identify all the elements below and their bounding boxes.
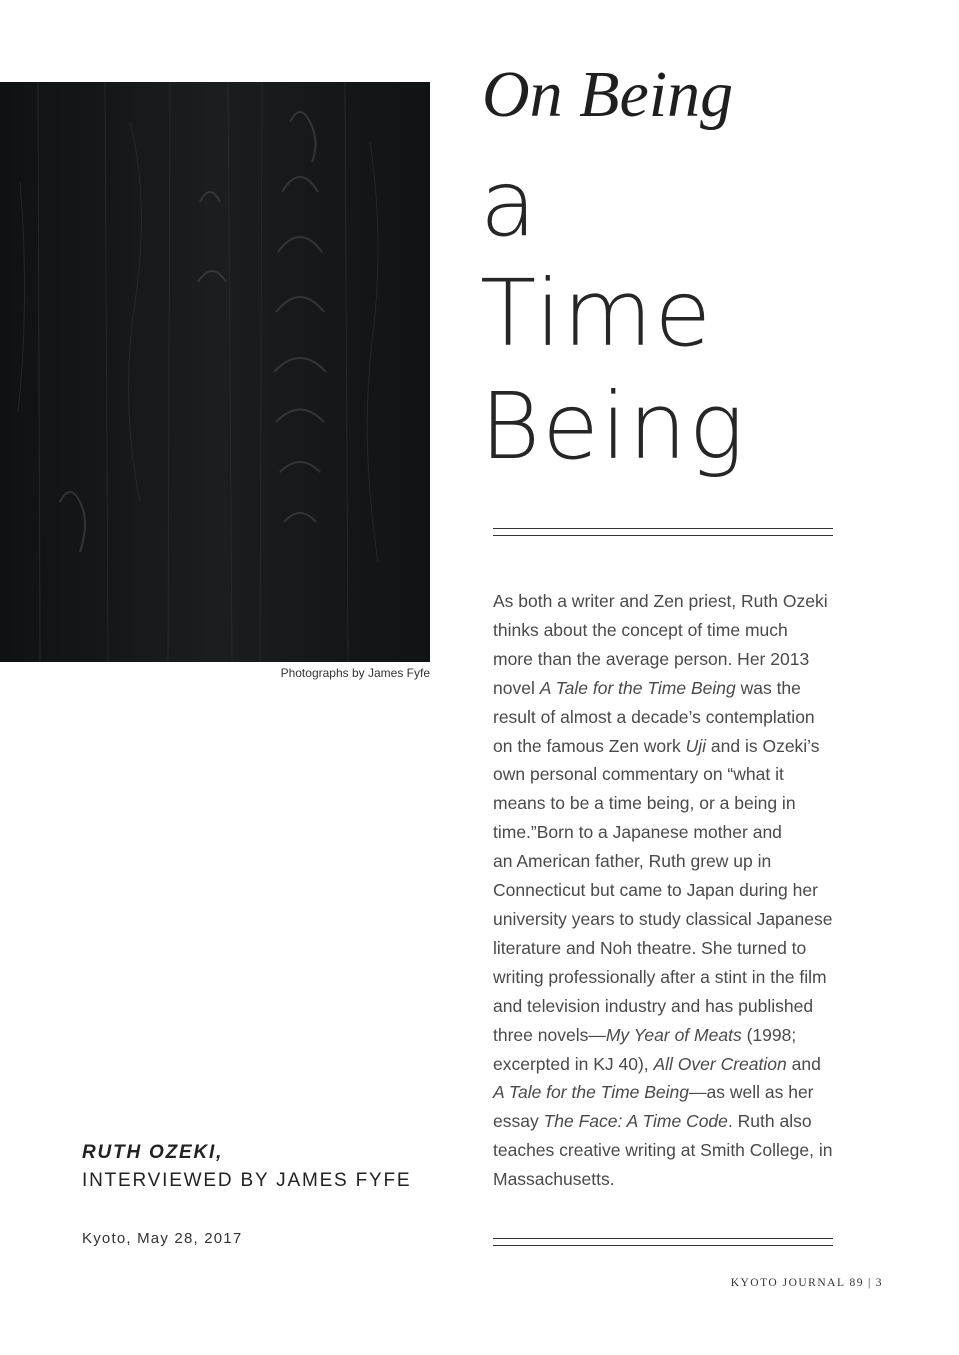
wood-photo [0, 82, 430, 662]
wood-grain-image [0, 82, 430, 662]
intro-text: teaches creative writing at Smith College, in [493, 1140, 833, 1161]
page-number: 3 [875, 1277, 883, 1289]
intro-text: own personal commentary on “what it [493, 764, 784, 785]
double-rule-bottom [493, 1238, 833, 1246]
intro-italic-title: A Tale for the Time Being [539, 677, 736, 698]
intro-text: and television industry and has published [493, 995, 814, 1016]
title-time: Time [480, 260, 714, 367]
intro-line [493, 1078, 858, 1107]
intro-line [493, 818, 858, 847]
dateline: Kyoto, May 28, 2017 [82, 1230, 243, 1247]
photo-credit: Photographs by James Fyfe [280, 666, 430, 680]
intro-line [493, 1021, 858, 1050]
intro-text: university years to study classical Japanese [493, 908, 833, 929]
intro-line [493, 645, 858, 674]
intro-text: and [786, 1053, 821, 1074]
intro-line [493, 789, 858, 818]
intro-text: (1998; [741, 1024, 797, 1045]
intro-line [493, 1107, 858, 1136]
intro-text: novel [493, 677, 540, 698]
journal-name: KYOTO JOURNAL 89 [730, 1277, 864, 1289]
intro-italic-title: Uji [685, 735, 707, 756]
intro-text: thinks about the concept of time much [493, 619, 788, 640]
double-rule-top [493, 528, 833, 536]
title-on-being: On Being [482, 58, 734, 131]
intro-text: Massachusetts. [493, 1169, 615, 1190]
intro-text: writing professionally after a stint in the film [493, 966, 827, 987]
intro-text: three novels— [493, 1024, 606, 1045]
interviewee-name: RUTH OZEKI, [82, 1142, 224, 1163]
title-a: a [480, 150, 539, 257]
page-folio [731, 1277, 883, 1289]
intro-text: As both a writer and Zen priest, Ruth Ozeki [493, 591, 828, 611]
intro-italic-title: My Year of Meats [605, 1024, 742, 1045]
intro-line [493, 587, 858, 616]
intro-italic-title: A Tale for the Time Being [493, 1082, 690, 1103]
intro-line [493, 847, 858, 876]
intro-text: was the [735, 677, 801, 698]
intro-text: Connecticut but came to Japan during her [493, 880, 818, 901]
interviewer-credit: INTERVIEWED BY JAMES FYFE [82, 1170, 412, 1191]
intro-italic-title: The Face: A Time Code [543, 1111, 728, 1132]
intro-line [493, 703, 858, 732]
intro-paragraph [493, 587, 858, 1194]
intro-text: means to be a time being, or a being in [493, 793, 796, 814]
byline [82, 1139, 411, 1195]
intro-text: more than the average person. Her 2013 [493, 648, 810, 669]
folio-separator: | [867, 1277, 872, 1289]
intro-text: excerpted in KJ 40), [493, 1053, 654, 1074]
intro-line [493, 905, 858, 934]
intro-line [493, 963, 858, 992]
intro-line [493, 1136, 858, 1165]
intro-line [493, 934, 858, 963]
intro-line [493, 876, 858, 905]
intro-text: —as well as her [689, 1082, 814, 1103]
intro-text: . Ruth also [727, 1111, 812, 1132]
intro-text: literature and Noh theatre. She turned to [493, 937, 807, 958]
intro-line [493, 732, 858, 761]
intro-line [493, 1050, 858, 1079]
intro-text: an American father, Ruth grew up in [493, 851, 772, 872]
intro-line [493, 1165, 858, 1194]
intro-text: essay [493, 1111, 544, 1132]
intro-line [493, 674, 858, 703]
intro-line [493, 616, 858, 645]
intro-text: and is Ozeki’s [706, 735, 820, 756]
intro-text: on the famous Zen work [493, 735, 686, 756]
intro-text: time.”Born to a Japanese mother and [493, 822, 782, 843]
title-being: Being [480, 373, 746, 480]
intro-line [493, 992, 858, 1021]
intro-line [493, 760, 858, 789]
intro-text: result of almost a decade’s contemplation [493, 706, 815, 727]
intro-italic-title: All Over Creation [653, 1053, 787, 1074]
